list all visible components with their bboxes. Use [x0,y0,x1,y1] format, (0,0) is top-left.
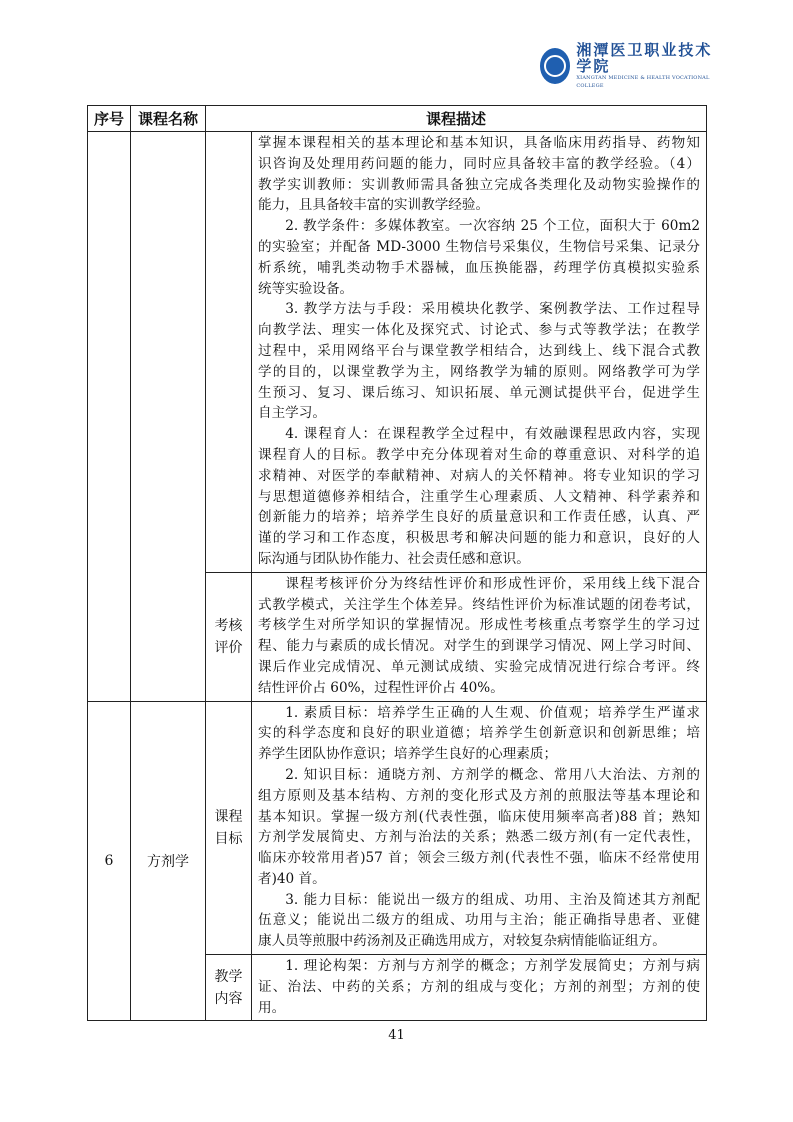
description-line: 组方原则及基本结构、方剂的变化形式及方剂的煎服法等基本理论和 [258,787,700,804]
description-line: 4. 课程育人：在课程教学全过程中，有效融课程思政内容，实现 [285,426,700,443]
description-line: 学的目的，以课堂教学为主，网络教学为辅的原则。网络教学可为学 [258,363,700,380]
page-number: 41 [388,1028,405,1043]
label-goals: 课程 目标 [206,701,252,955]
description-line: 1. 理论构架：方剂与方剂学的概念；方剂学发展简史；方剂与病 [285,958,700,975]
description-line: 创新能力的培养；培养学生良好的质量意识和工作责任感，认真、严 [258,509,700,526]
cell-label-empty [206,132,252,573]
college-logo [540,41,720,89]
cell-number-empty [88,132,131,702]
header-description: 课程描述 [206,106,707,132]
college-seal-icon [540,48,570,84]
description-line: 1. 素质目标：培养学生正确的人生观、价值观；培养学生严谨求 [285,704,700,721]
course-table [87,105,707,1021]
cell-course-empty [131,132,206,702]
description-line: 伍意义；能说出二级方的组成、功用与主治；能正确指导患者、亚健 [258,912,700,929]
description-continued [252,132,707,573]
label-content: 教学 内容 [206,955,252,1021]
description-line: 证、治法、中药的关系；方剂的组成与变化；方剂的剂型；方剂的使 [258,978,700,995]
description-line: 养学生团队协作意识；培养学生良好的心理素质； [258,746,558,763]
header-course-name: 课程名称 [131,106,206,132]
description-line: 的实验室；并配备 MD-3000 生物信号采集仪，生物信号采集、记录分 [258,238,700,255]
description-assessment [252,572,707,701]
description-line: 自主学习。 [258,405,326,422]
description-line: 求精神、对医学的奉献精神、对病人的关怀精神。将专业知识的学习 [258,467,700,484]
description-line: 统等实验设备。 [258,280,354,297]
description-line: 3. 教学方法与手段：采用模块化教学、案例教学法、工作过程导 [285,301,700,318]
description-line: 教学实训教师：实训教师需具备独立完成各类理化及动物实验操作的 [258,176,700,193]
description-line: 课程育人的目标。教学中充分体现着对生命的尊重意识、对科学的追 [258,446,700,463]
table-row [88,132,707,573]
description-line: 2. 教学条件：多媒体教室。一次容纳 25 个工位，面积大于 60m2 [285,218,700,235]
course-number: 6 [88,701,131,1021]
table-row [88,701,707,955]
description-line: 向教学法、理实一体化及探究式、讨论式、参与式等教学法；在教学 [258,322,700,339]
logo-text-cn: 湘潭医卫职业技术学院 [576,41,713,75]
course-name: 方剂学 [131,701,206,1021]
description-line: 3. 能力目标：能说出一级方的组成、功用、主治及简述其方剂配 [285,891,700,908]
description-line: 考核学生对所学知识的掌握情况。形成性考核重点考察学生的学习过 [258,617,700,634]
description-line: 生预习、复习、课后练习、知识拓展、单元测试提供平台，促进学生 [258,384,700,401]
description-line: 方剂学发展简史、方剂与治法的关系；熟悉二级方剂(有一定代表性， [258,829,700,846]
description-line: 临床亦较常用者)57 首；领会三级方剂(代表性不强，临床不经常使用 [258,850,700,867]
description-line: 能力，且具备较丰富的实训教学经验。 [258,197,490,214]
description-line: 掌握本课程相关的基本理论和基本知识，具备临床用药指导、药物知 [258,135,700,151]
table-header-row [88,106,707,132]
description-line: 析系统，哺乳类动物手术器械，血压换能器，药理学仿真模拟实验系 [258,259,700,276]
description-line: 实的科学态度和良好的职业道德；培养学生创新意识和创新思维；培 [258,725,700,742]
description-line: 课后作业完成情况、单元测试成绩、实验完成情况进行综合考评。终 [258,658,700,675]
header-number: 序号 [88,106,131,132]
description-line: 用。 [258,999,286,1016]
description-line: 康人员等煎服中药汤剂及正确选用成方，对较复杂病情能临证组方。 [258,933,666,950]
logo-text-en: XIANGTAN MEDICINE & HEALTH VOCATIONAL COLLEGE [576,75,710,89]
description-line: 结性评价占 60%，过程性评价占 40%。 [258,679,504,696]
description-line: 课程考核评价分为终结性评价和形成性评价，采用线上线下混合 [285,575,700,592]
description-goals [252,701,707,955]
description-line: 识咨询及处理用药问题的能力，同时应具备较丰富的教学经验。（4） [258,155,700,172]
description-line: 过程中，采用网络平台与课堂教学相结合，达到线上、线下混合式教 [258,342,700,359]
description-line: 式教学模式，关注学生个体差异。终结性评价为标准试题的闭卷考试， [258,596,700,613]
description-line: 谨的学习和工作态度，积极思考和解决问题的能力和意识，良好的人 [258,530,700,547]
description-line: 2. 知识目标：通晓方剂、方剂学的概念、常用八大治法、方剂的 [285,766,700,783]
description-content [252,955,707,1021]
description-line: 程、能力与素质的成长情况。对学生的到课学习情况、网上学习时间、 [258,638,700,655]
description-line: 者)40 首。 [258,870,326,887]
label-assessment: 考核 评价 [206,572,252,701]
description-line: 际沟通与团队协作能力、社会责任感和意识。 [258,550,530,567]
description-line: 与思想道德修养相结合，注重学生心理素质、人文精神、科学素养和 [258,488,700,505]
description-line: 基本知识。掌握一级方剂(代表性强，临床使用频率高者)88 首；熟知 [258,808,700,825]
